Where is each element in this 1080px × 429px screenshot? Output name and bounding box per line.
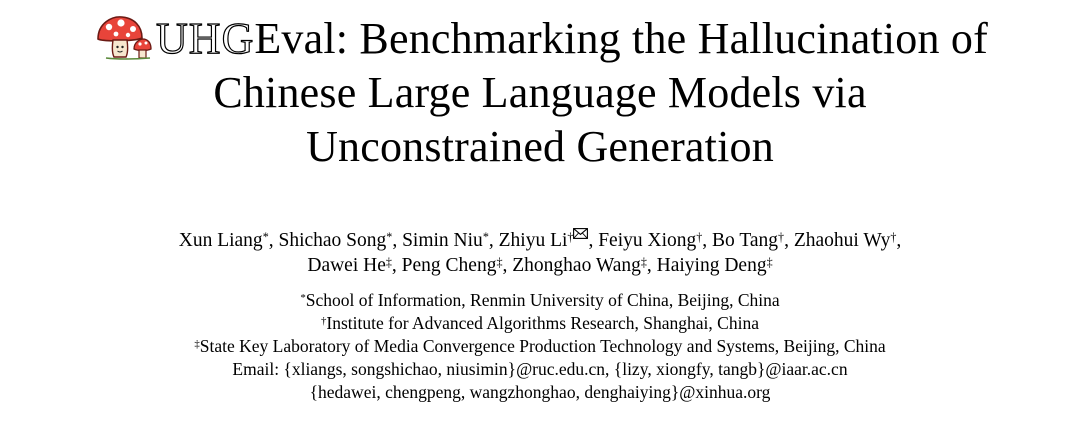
title-hollow-letters: UHG — [156, 14, 255, 63]
author-mark: ‡ — [385, 254, 392, 269]
affiliation-text: School of Information, Renmin University of China, Beijing, China — [305, 290, 780, 310]
author-name: Xun Liang — [178, 230, 263, 251]
affiliation-text: State Key Laboratory of Media Convergence Production Technology and Systems, Beijing, China — [199, 336, 886, 356]
author-mark: * — [482, 229, 489, 244]
affiliation-line — [0, 289, 1080, 312]
author-name: Zhiyu Li — [498, 230, 568, 251]
affiliation-text: Institute for Advanced Algorithms Research, Shanghai, China — [326, 313, 759, 333]
mushroom-icon — [92, 13, 152, 61]
author-name: Dawei He — [307, 255, 386, 276]
affiliation-mark: * — [300, 292, 306, 305]
title-line-2: Chinese Large Language Models via — [213, 68, 867, 117]
author-mark: * — [386, 229, 393, 244]
author-mark: † — [778, 229, 785, 244]
author-list — [0, 228, 1080, 278]
title-line-3: Unconstrained Generation — [306, 122, 774, 171]
title-line-1-text: Eval: Benchmarking the Hallucination of — [254, 14, 988, 63]
affiliation-mark: ‡ — [194, 338, 200, 351]
author-name: Simin Niu — [402, 230, 483, 251]
author-name: Feiyu Xiong — [598, 230, 697, 251]
author-name: Shichao Song — [278, 230, 387, 251]
author-name: Bo Tang — [712, 230, 779, 251]
affiliation-line — [0, 335, 1080, 358]
author-mark: ‡ — [496, 254, 503, 269]
author-mark: † — [890, 229, 897, 244]
author-mark: * — [262, 229, 269, 244]
author-line-1: Xun Liang*, Shichao Song*, Simin Niu*, Zhiyu Li† , Feiyu Xiong†, Bo Tang†, Zhaohui Wy†, — [178, 229, 902, 251]
envelope-icon — [573, 228, 588, 239]
author-line-2: Dawei He‡, Peng Cheng‡, Zhonghao Wang‡, Haiying Deng‡ — [307, 254, 773, 276]
affiliation-mark: † — [321, 315, 327, 328]
author-name: Zhaohui Wy — [793, 230, 891, 251]
email-line-1: Email: {xliangs, songshichao, niusimin}@ruc.edu.cn, {lizy, xiongfy, tangb}@iaar.ac.cn — [232, 359, 848, 379]
author-mark: ‡ — [640, 254, 647, 269]
affiliation-line — [0, 312, 1080, 335]
author-name: Haiying Deng — [656, 255, 767, 276]
title-line-1 — [0, 12, 1080, 66]
author-name: Peng Cheng — [401, 255, 497, 276]
author-name: Zhonghao Wang — [512, 255, 641, 276]
paper-title — [0, 12, 1080, 174]
author-mark: ‡ — [766, 254, 773, 269]
author-mark: † — [696, 229, 703, 244]
email-line-2: {hedawei, chengpeng, wangzhonghao, denghaiying}@xinhua.org — [309, 382, 771, 402]
author-mark: † — [567, 229, 574, 244]
affiliations — [0, 289, 1080, 404]
